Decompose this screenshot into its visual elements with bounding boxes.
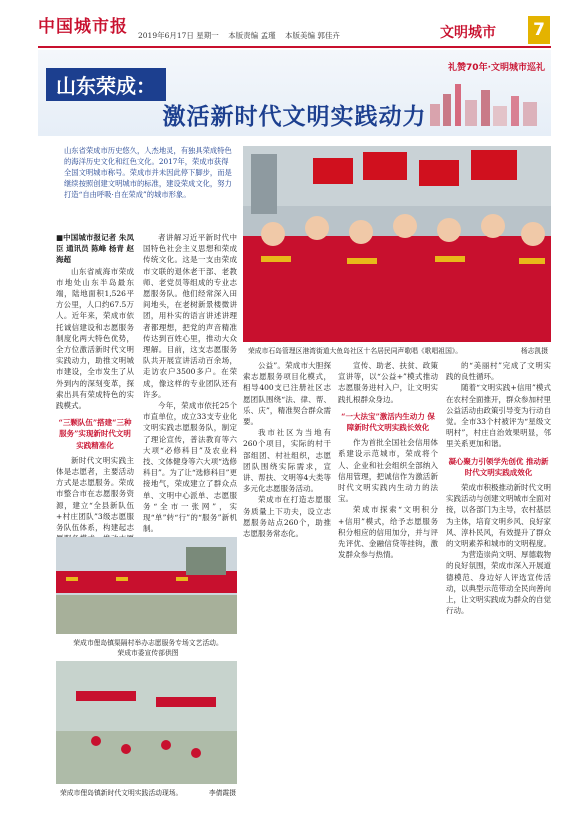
left-photo-1 xyxy=(56,537,237,634)
photo-credit: 杨志凯摄 xyxy=(520,347,548,355)
left-photo-1-caption xyxy=(60,638,236,658)
paragraph: 荣成市探索“文明积分+信用”模式，给予志愿服务积分相应的信用加分，并与评先评优、金融信贷等挂钩，激发群众参与热情。 xyxy=(338,505,438,560)
caption-text: 荣成市俚岛镇渠隔村举办志愿服务专场文艺活动。 xyxy=(73,639,223,647)
byline: ■中国城市报记者 朱凤臣 通讯员 陈峰 杨青 赵海超 xyxy=(56,233,134,265)
page-number: 7 xyxy=(528,16,550,44)
main-photo-caption xyxy=(248,346,548,356)
outdoor-event-image xyxy=(56,661,237,784)
paragraph: 山东省威海市荣成市地处山东半岛最东端，陆地面积1,526平方公里，人口约67.5万人。近年来，荣成市依托诚信建设和志愿服务制度化两大特色优势，全方位激活新时代文明实践动力，助推文明城市建设，全市发生了从外到内的深刻变革，探索出具有荣成特色的实践模式。 xyxy=(56,266,134,411)
paragraph: 为营造崇尚文明、厚德载物的良好氛围，荣成市深入开展道德模范、身边好人评选宣传活动，以典型示范带动全民向善向上，让文明实践成为群众的自觉行动。 xyxy=(446,550,551,616)
headline-banner xyxy=(38,50,551,136)
designer-credit: 本版美编 郭佳卉 xyxy=(284,31,340,40)
series-tagline: 礼赞70年·文明城市巡礼 xyxy=(448,63,545,73)
article-column-5 xyxy=(446,360,551,616)
article-column-4 xyxy=(338,360,438,560)
newspaper-logo: 中国城市报 xyxy=(38,17,128,37)
masthead-rule xyxy=(38,46,551,48)
subheading: “三颗队伍”搭建“三种服务”实现新时代文明实践精准化 xyxy=(58,418,132,450)
paragraph: 者讲解习近平新时代中国特色社会主义思想和荣成传统文化。这是一支由荣成市文联的退休老干部、老教师、老党员等组成的专业志愿服务队。他们经常深入田间地头，在老树新景楼微讲团，用朴实的语言讲述讲理者都理想，把党的声音精准传达到百姓心里，推动大众理解。目前，这支志愿服务队共开展宣讲活动百余场，走访农户3500多户。在荣成，像这样的专业团队还有许多。 xyxy=(143,233,237,399)
subheading: “一大法宝”激活内生动力 保障新时代文明实践长效化 xyxy=(341,411,435,433)
subheading: 凝心聚力引领学先创优 推动新时代文明实践成效化 xyxy=(448,456,549,477)
photo-credit: 荣成市委宣传部供图 xyxy=(117,649,179,657)
paragraph: 荣成市积极推动新时代文明实践活动与创建文明城市全面对接，以各部门为主导，农村基层为主体，培育文明乡风、良好家风、淳朴民风，有效提升了群众的文明素养和城市的文明程度。 xyxy=(446,483,551,549)
skyline-icon xyxy=(425,76,545,126)
caption-text: 荣成市石岛管理区港湾街道大鱼岛社区十名居民同声歌唱《歌唱祖国》。 xyxy=(248,347,463,355)
headline-kicker: 山东荣成： xyxy=(46,68,166,101)
paragraph: 新时代文明实践主体是志愿者，主要活动方式是志愿服务。荣成市整合市在志愿服务资源，建立“全县新队伍+村庄团队”3级志愿服务队伍体系，构建起志 xyxy=(56,455,134,533)
caption-text: 荣成市俚岛镇新时代文明实践活动现场。 xyxy=(60,789,183,797)
photo-credit: 李倩霞摄 xyxy=(208,789,236,797)
paragraph: 的“美丽村”完成了文明实践的良性循环。 xyxy=(446,361,551,382)
headline: 激活新时代文明实践动力 xyxy=(162,104,427,130)
paragraph: 宣传、助老、扶贫、政策宣讲等，以“公益+”模式推动志愿服务进村入户，让文明实践扎根群众身边。 xyxy=(338,361,438,404)
editor-credit: 本版责编 孟瑾 xyxy=(228,31,276,40)
paragraph: 作为首批全国社会信用体系建设示范城市，荣成将个人、企业和社会组织全部纳入信用管理，把诚信作为激活新时代文明实践内生动力的法宝。 xyxy=(338,438,438,504)
paragraph: 公益”。荣成市大胆探索志愿服务项目化模式，相导400支已注册社区志愿团队围绕“法、律、帮、乐、庆”，精准契合群众需要。 xyxy=(243,361,331,427)
lead-paragraph: 山东省荣成市历史悠久，人杰地灵，有独具荣成特色的海洋历史文化和红色文化。2017年，荣成市获得全国文明城市称号。荣成市并未因此停下脚步，而是继续按照创建文明城市的标准，建设荣成文化，努力打造“自由呼吸·自在荣成”的城市形象。 xyxy=(64,146,232,199)
dateline xyxy=(138,30,347,41)
article-column-2 xyxy=(143,232,237,534)
volunteers-singing-image xyxy=(243,146,551,342)
village-gathering-image xyxy=(56,537,237,634)
masthead xyxy=(0,0,571,46)
main-photo xyxy=(243,146,551,342)
left-photo-2-caption xyxy=(60,788,236,798)
issue-date: 2019年6月17日 星期一 xyxy=(138,31,219,40)
article-column-3 xyxy=(243,360,331,539)
paragraph: 荣成市在打造志愿服务质量上下功夫，设立志愿服务站点260个，助推志愿服务常态化。 xyxy=(243,495,331,539)
paragraph: 随着“文明实践+信用”模式在农村全面推开，群众参加村里公益活动由政策引导变为行动自觉。全市33个村被评为“星级文明村”，村庄自治效果明显，邻里关系更加和谐。 xyxy=(446,383,551,449)
paragraph: 今年，荣成市依托25个市直单位，成立33支专业化文明实践志愿服务队，制定了理论宣传，普法教育等六大项“必修科目”及农业科技、文体健身等六大项“选修科目”。为了让“选修科目”更接地气，荣成建立了群众点单、文明中心派单、志愿服务“全市一张网”，实现“单”转“行”的“服务”新机制。 xyxy=(143,401,238,534)
section-title: 文明城市 xyxy=(440,25,496,41)
left-photo-2 xyxy=(56,661,237,784)
paragraph: 我市社区为当地有260个项目，实际的村干部组团、村社组织，志愿团队围绕实际需求，宣讲、帮扶、文明等4大类等多元化志愿服务活动。 xyxy=(243,428,331,494)
